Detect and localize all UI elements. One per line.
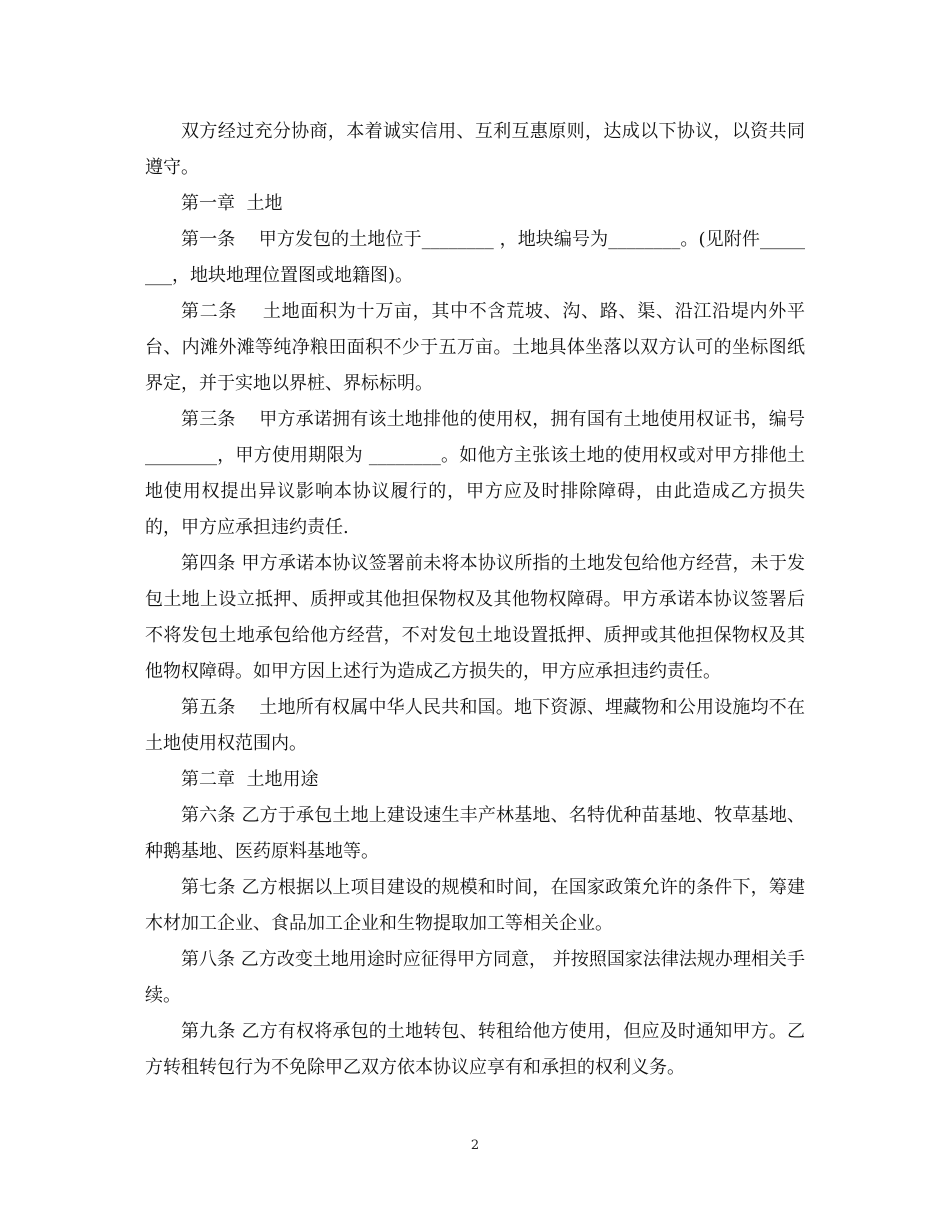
chapter-1-heading: 第一章 土地 bbox=[181, 193, 283, 214]
page-number: 2 bbox=[470, 1138, 480, 1153]
article-7: 第七条 乙方根据以上项目建设的规模和时间，在国家政策允许的条件下，筹建木材加工企业、食品加工企业和生物提取加工等相关企业。 bbox=[145, 877, 805, 934]
article-2: 第二条 土地面积为十万亩，其中不含荒坡、沟、路、渠、沿江沿堤内外平台、内滩外滩等纯净粮田面积不少于五万亩。土地具体坐落以双方认可的坐标图纸界定，并于实地以界桩、界标标明。 bbox=[145, 301, 805, 394]
article-4: 第四条 甲方承诺本协议签署前未将本协议所指的土地发包给他方经营，未于发包土地上设立抵押、质押或其他担保物权及其他物权障碍。甲方承诺本协议签署后不将发包土地承包给他方经营，不对发包土地设置抵押、质押或其他担保物权及其他物权障碍。如甲方因上述行为造成乙方损失的，甲方应承担违约责任。 bbox=[145, 553, 805, 682]
intro-paragraph: 双方经过充分协商，本着诚实信用、互利互惠原则，达成以下协议，以资共同遵守。 bbox=[145, 121, 805, 178]
article-8: 第八条 乙方改变土地用途时应征得甲方同意， 并按照国家法律法规办理相关手续。 bbox=[145, 949, 805, 1006]
article-1: 第一条 甲方发包的土地位于________ ，地块编号为________。(见附件________，地块地理位置图或地籍图)。 bbox=[145, 229, 805, 286]
article-3: 第三条 甲方承诺拥有该土地排他的使用权，拥有国有土地使用权证书，编号________，甲方使用期限为 ________。如他方主张该土地的使用权或对甲方排他土地使用权提出异议影响本协议履行的，甲方应及时排除障碍，由此造成乙方损失的，甲方应承担违约责任. bbox=[145, 409, 805, 538]
article-5: 第五条 土地所有权属中华人民共和国。地下资源、埋藏物和公用设施均不在土地使用权范围内。 bbox=[145, 697, 805, 754]
document-body bbox=[145, 114, 805, 1086]
article-6: 第六条 乙方于承包土地上建设速生丰产林基地、名特优种苗基地、牧草基地、种鹅基地、医药原料基地等。 bbox=[145, 805, 805, 862]
chapter-2-heading: 第二章 土地用途 bbox=[181, 769, 319, 790]
article-9: 第九条 乙方有权将承包的土地转包、转租给他方使用，但应及时通知甲方。乙方转租转包行为不免除甲乙双方依本协议应享有和承担的权利义务。 bbox=[145, 1021, 805, 1078]
